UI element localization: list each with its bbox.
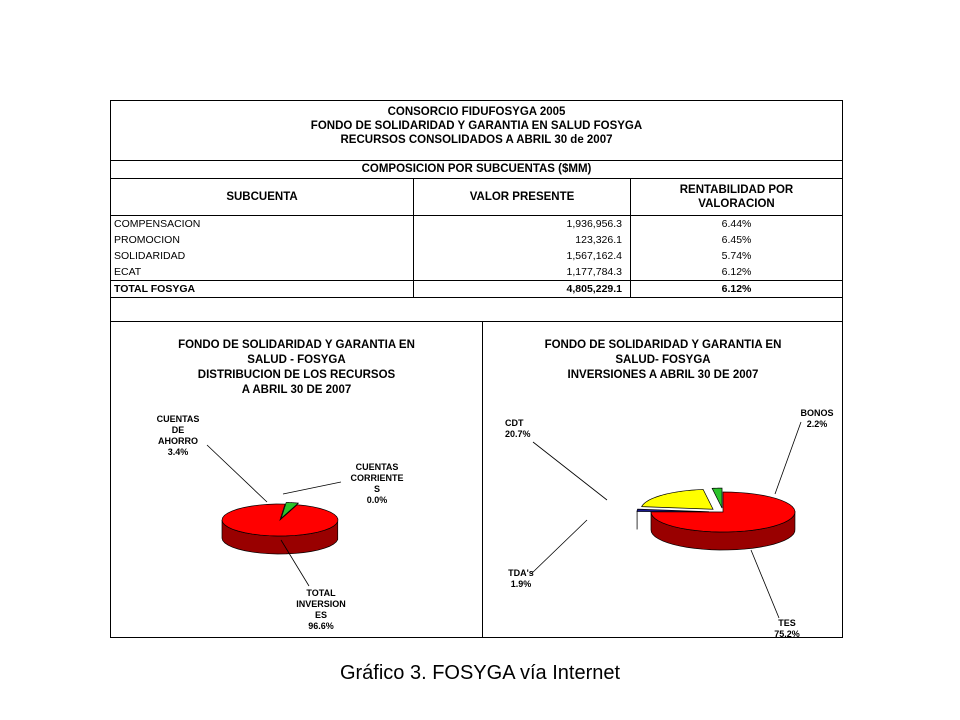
slice-name-line: INVERSION <box>296 599 346 609</box>
slice-name-line: TOTAL <box>306 588 336 598</box>
col-header-valor: VALOR PRESENTE <box>414 179 631 216</box>
table-header-row <box>111 179 842 216</box>
slice-name-line: CORRIENTE <box>350 473 404 483</box>
right-leader-bonos <box>775 422 801 494</box>
left-leader-corrientes <box>283 482 341 494</box>
report-title-line-3: RECURSOS CONSOLIDADOS A ABRIL 30 de 2007 <box>340 134 613 146</box>
figure-caption: Gráfico 3. FOSYGA vía Internet <box>339 662 621 684</box>
slice-name-line: ES <box>314 610 327 620</box>
col-header-subcuenta: SUBCUENTA <box>111 179 414 216</box>
right-chart-title-line: SALUD- FOSYGA <box>615 354 711 366</box>
composition-title: COMPOSICION POR SUBCUENTAS ($MM) <box>361 163 592 175</box>
right-label-tes <box>767 618 807 640</box>
table-total-row <box>111 281 842 298</box>
right-label-bonos <box>795 408 839 430</box>
slice-name-line: CDT <box>505 418 524 428</box>
left-label-ahorro <box>139 414 217 458</box>
total-rentabilidad: 6.12% <box>631 281 843 298</box>
slice-name-line: TDA's <box>508 568 534 578</box>
row-rentabilidad: 6.45% <box>721 234 752 246</box>
left-pie-slice-2 <box>222 504 338 536</box>
slice-name-line: CUENTAS <box>355 462 399 472</box>
right-pie-slice-3 <box>712 488 722 508</box>
table-row <box>111 248 842 264</box>
row-valor: 1,177,784.3 <box>414 264 631 281</box>
right-pie-slice-1 <box>637 509 709 512</box>
slice-name-line: AHORRO <box>158 436 198 446</box>
table-row <box>111 264 842 281</box>
row-rentabilidad: 6.12% <box>721 266 752 278</box>
row-subcuenta: COMPENSACION <box>111 216 414 233</box>
total-valor: 4,805,229.1 <box>414 281 631 298</box>
slice-value-label: 20.7% <box>505 429 531 439</box>
right-leader-tdas <box>531 520 587 574</box>
report-title-line-1: CONSORCIO FIDUFOSYGA 2005 <box>387 106 566 118</box>
row-rentabilidad: 5.74% <box>721 250 752 262</box>
left-chart-title-line: DISTRIBUCION DE LOS RECURSOS <box>197 369 396 381</box>
slice-name-line: CUENTAS <box>156 414 200 424</box>
row-subcuenta: SOLIDARIDAD <box>111 248 414 264</box>
slice-value-label: 0.0% <box>366 495 388 505</box>
table-row <box>111 216 842 233</box>
row-valor: 123,326.1 <box>414 232 631 248</box>
col-header-rentabilidad: RENTABILIDAD POR VALORACION <box>631 179 843 216</box>
right-label-tdas <box>501 568 541 590</box>
row-valor: 1,936,956.3 <box>414 216 631 233</box>
row-subcuenta: ECAT <box>111 264 414 281</box>
report-title-line-2: FONDO DE SOLIDARIDAD Y GARANTIA EN SALUD FOSYGA <box>310 120 643 132</box>
left-label-inversiones <box>281 588 361 632</box>
total-subcuenta: TOTAL FOSYGA <box>111 281 414 298</box>
right-chart <box>483 322 843 638</box>
report-frame <box>110 100 843 638</box>
left-chart-title-line: FONDO DE SOLIDARIDAD Y GARANTIA EN <box>178 339 415 351</box>
right-leader-cdt <box>533 442 607 500</box>
slice-value-label: 75.2% <box>774 629 800 639</box>
row-valor: 1,567,162.4 <box>414 248 631 264</box>
slice-value-label: 96.6% <box>308 621 334 631</box>
report-header <box>111 105 842 147</box>
table-row <box>111 232 842 248</box>
left-chart-title-line: A ABRIL 30 DE 2007 <box>241 384 352 396</box>
left-chart-title-line: SALUD - FOSYGA <box>247 354 346 366</box>
row-rentabilidad: 6.44% <box>721 218 752 230</box>
right-chart-title-line: INVERSIONES A ABRIL 30 DE 2007 <box>567 369 759 381</box>
right-pie-chart <box>483 322 843 638</box>
left-chart <box>111 322 482 638</box>
left-label-corrientes <box>337 462 417 506</box>
row-subcuenta: PROMOCION <box>111 232 414 248</box>
slice-value-label: 1.9% <box>510 579 532 589</box>
slice-name-line: TES <box>778 618 796 628</box>
slice-value-label: 3.4% <box>167 447 189 457</box>
right-chart-title-line: FONDO DE SOLIDARIDAD Y GARANTIA EN <box>544 339 782 351</box>
composition-table <box>111 179 842 298</box>
slice-name-line: BONOS <box>800 408 834 418</box>
right-label-cdt <box>505 418 545 440</box>
right-pie-slice-2 <box>642 489 713 509</box>
slice-name-line: S <box>373 484 380 494</box>
right-leader-tes <box>751 550 779 618</box>
slice-value-label: 2.2% <box>806 419 828 429</box>
slice-name-line: DE <box>171 425 185 435</box>
